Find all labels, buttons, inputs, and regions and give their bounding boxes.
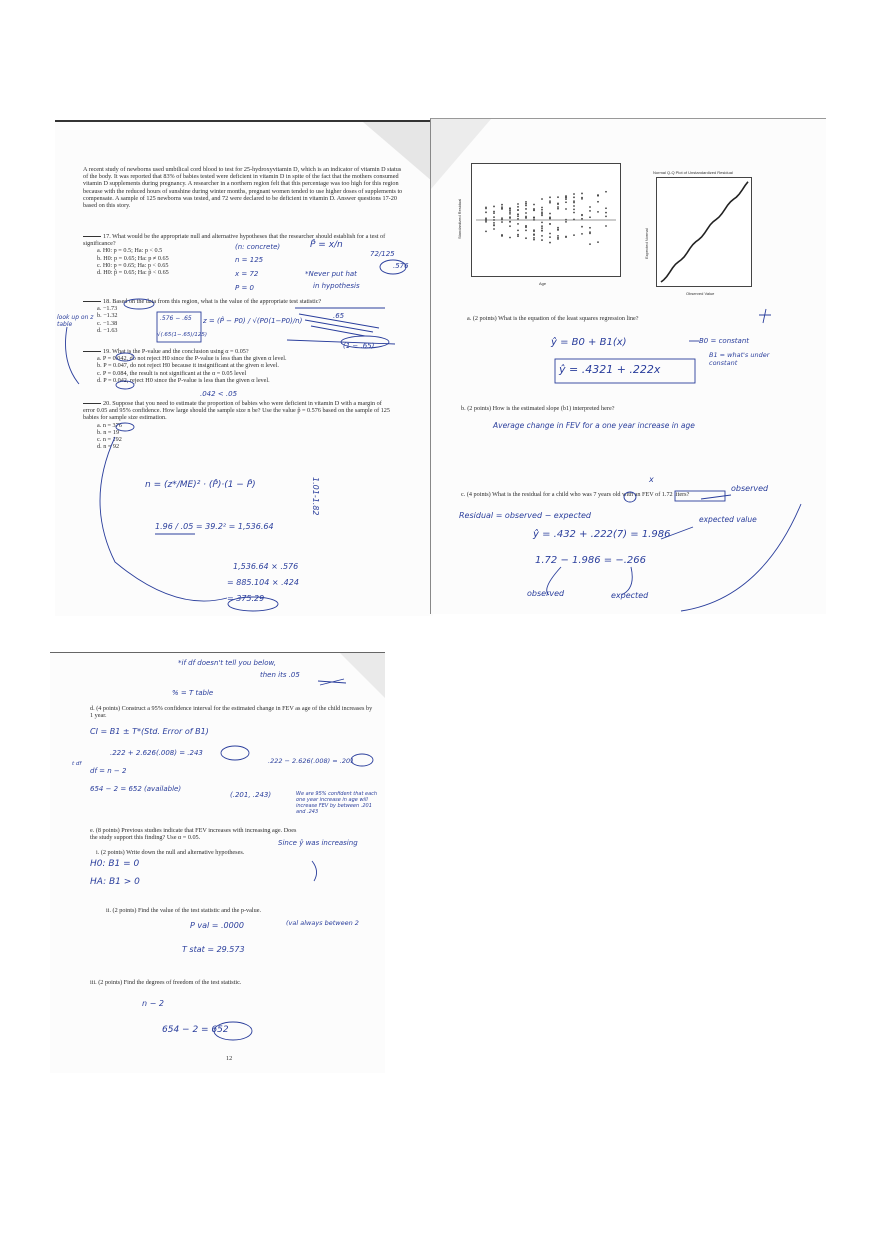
hw-circle-576 <box>380 260 406 274</box>
scatter-ylabel: Standardized Residual <box>457 198 462 239</box>
hw-circle-q19a <box>116 353 134 361</box>
q20-option-b: b. n = 19 <box>97 428 120 436</box>
hw-since: Since ŷ was increasing <box>278 839 358 847</box>
hw-phat-val: .576 <box>393 262 409 270</box>
hw-mark-top <box>759 309 771 323</box>
question-e-iii: iii. (2 points) Find the degrees of freedom of the test statistic. <box>90 979 242 986</box>
hw-look-up: look up on z table <box>57 314 94 328</box>
hw-z-div: 1.96 / .05 = 39.2² = 1,536.64 <box>155 522 274 531</box>
question-a: a. (2 points) What is the equation of the least squares regression line? <box>467 315 639 322</box>
q20-option-d: d. n = 92 <box>97 443 120 451</box>
question-e: e. (8 points) Previous studies indicate that FEV increases with increasing age. Does the study support this finding? Use α = 0.05. <box>90 827 297 842</box>
hw-circle-upper <box>221 746 249 760</box>
question-b: b. (2 points) How is the estimated slope (b1) interpreted here? <box>461 405 615 412</box>
hw-curve-right <box>681 504 801 611</box>
hw-tstat: T stat = 29.573 <box>182 945 245 954</box>
hw-scribble-top <box>318 679 346 685</box>
hw-df: df = n − 2 <box>90 767 127 775</box>
hw-circle-7 <box>624 492 636 502</box>
hw-n-eq: n = 125 <box>235 256 264 264</box>
hw-circle-df <box>214 1022 252 1040</box>
hw-box-zcalc <box>157 312 201 342</box>
q18-option-b: b. −1.32 <box>97 312 118 320</box>
hw-n-formula: n = (z*/ME)² · (P̂)·(1 − P̂) <box>145 480 256 490</box>
hw-resid-calc: 1.72 − 1.986 = −.266 <box>535 555 647 566</box>
worksheet-page-left <box>55 120 433 616</box>
hw-circle-result <box>228 597 278 611</box>
hw-bracket <box>312 861 317 881</box>
hw-ha: HA: B1 > 0 <box>90 877 140 887</box>
hw-arrow-bottom <box>100 437 227 601</box>
hw-circle-q20a <box>116 423 134 431</box>
q20-option-c: c. n = 192 <box>97 436 122 444</box>
hw-conclusion: We are 95% confident that each one year increase in age will increase FEV by between .201 and .243 <box>296 791 378 815</box>
question-d: d. (4 points) Construct a 95% confidence interval for the estimated change in FEV as age of the child increases by 1 year. <box>90 705 373 720</box>
q19-stem: 19. What is the P-value and the conclusion using α = 0.05? <box>103 348 249 355</box>
q19-option-d: d. P = 0.042, reject H0 since the P-value is less than the given α level. <box>97 376 270 384</box>
hw-step2: = 885.104 × .424 <box>227 578 299 587</box>
hw-arrow-expected <box>661 527 693 539</box>
hw-expected-value: expected value <box>699 515 757 524</box>
hw-lbl-expected: expected <box>611 591 649 600</box>
q17-option-d: d. H0: p̂ = 0.65; Ha: p̂ < 0.65 <box>97 269 169 277</box>
hw-ans-665: (1 − .65) <box>343 342 375 350</box>
q17-option-a: a. H0: p = 0.5; Ha: p < 0.5 <box>97 247 163 255</box>
hw-top2: then its .05 <box>260 671 300 679</box>
qq-xlabel: Observed Value <box>686 291 715 296</box>
q18-stem: 18. Based on the data from this region, what is the value of the appropriate test statistic? <box>103 298 322 305</box>
hw-p-lt: .042 < .05 <box>200 390 238 398</box>
hw-b1-note: B1 = what's under constant <box>709 351 770 367</box>
hw-df-ans: 654 − 2 = 652 <box>162 1025 229 1035</box>
hw-interval: (.201, .243) <box>230 791 272 799</box>
hw-n-concrete: (n: concrete) <box>235 243 281 251</box>
hw-box-fit <box>555 359 695 383</box>
hw-arrow-observed <box>701 495 731 499</box>
hw-strokes-bottom <box>50 653 385 1073</box>
hw-x-mark: x <box>649 475 654 484</box>
q20-option-a: a. n = 376 <box>97 421 122 429</box>
hw-top1: *if df doesn't tell you below, <box>178 659 277 667</box>
hw-strokes-left <box>55 122 433 616</box>
question-e-ii: ii. (2 points) Find the value of the test statistic and the p-value. <box>106 907 261 914</box>
hw-z-calc-num: .576 − .65 <box>160 315 192 322</box>
hw-pointer-labels <box>547 567 633 595</box>
hw-strokes-right <box>431 119 826 614</box>
q19-option-c: c. P = 0.084, the result is not significant at the α = 0.05 level <box>97 369 247 377</box>
q18-option-c: c. −1.38 <box>97 319 118 327</box>
hw-b0-note: B0 = constant <box>699 337 750 345</box>
question-c: c. (4 points) What is the residual for a child who was 7 years old with an FEV of 1.72 liters? <box>461 491 690 498</box>
q19-option-a: a. P = 0.042, do not reject H0 since the P-value is less than the given α level. <box>97 355 287 363</box>
hw-yhat-7: ŷ = .432 + .222(7) = 1.986 <box>533 529 671 540</box>
hw-p0: P = 0 <box>235 284 254 292</box>
q17-option-b: b. H0: p = 0.65; Ha: p ≠ 0.65 <box>97 254 169 262</box>
hw-observed-top: observed <box>731 484 769 493</box>
page-number: 12 <box>226 1055 233 1062</box>
hw-phat-formula: P̂ = x/n <box>310 240 343 250</box>
q17-option-c: c. H0: p = 0.65; Ha: p < 0.65 <box>97 261 169 269</box>
hw-step3: = 375.29 <box>227 594 265 603</box>
q18-option-a: a. −1.73 <box>97 305 118 313</box>
q19-option-b: b. P = 0.047, do not reject H0 because it insignificant at the given α level. <box>97 362 279 370</box>
worksheet-page-right <box>430 118 826 614</box>
hw-step1: 1,536.64 × .576 <box>233 562 299 571</box>
qq-ylabel: Expected Normal <box>644 228 649 259</box>
hw-x-eq: x = 72 <box>235 270 259 278</box>
q17-stem: 17. What would be the appropriate null and alternative hypotheses that the researcher should establish for a test of significance? <box>83 233 386 248</box>
hw-nminus2: n − 2 <box>142 999 164 1008</box>
intro-paragraph: A recent study of newborns used umbilical cord blood to test for 25-hydroxyvitamin D, which is an indicator of vitamin D status of the body. It was reported that 83% of babies tested were deficient in vitamin D in spite of the fact that the mothers consumed vitamin D supplements during pregnancy. A researcher in a northern region felt that this percentage was too high for this region because with the reduced hours of sunshine during winter months, pregnant women tended to use higher doses of supplements to compensate. A sample of 125 newborns was tested, and 72 were declared to be deficient in vitamin D. Answer questions 17-20 based on this story. <box>83 166 403 210</box>
hw-h0: H0: B1 = 0 <box>90 859 140 869</box>
hw-ci-lower: .222 − 2.626(.008) = .201 <box>268 757 355 765</box>
worksheet-page-bottom <box>50 652 385 1073</box>
scatter-xlabel: Age <box>539 281 547 286</box>
hw-ans-065: .65 <box>333 312 345 320</box>
hw-ci-upper: .222 + 2.626(.008) = .243 <box>110 749 203 757</box>
hw-circle-q19d <box>116 381 134 389</box>
hw-circle-q18a <box>124 299 154 309</box>
hw-df-calc: 654 − 2 = 652 (available) <box>90 785 182 793</box>
hw-ci-formula: CI = B1 ± T*(Std. Error of B1) <box>90 727 209 736</box>
hw-arrow-left <box>66 327 80 384</box>
hw-tdf-label: t df <box>72 761 82 767</box>
hw-pval-note: (val always between 2 <box>286 919 359 927</box>
hw-scribble-lines <box>287 308 395 344</box>
hw-yhat-fit: ŷ = .4321 + .222x <box>559 363 661 376</box>
hw-circle-lower <box>351 754 373 766</box>
hw-frac: 72/125 <box>370 250 395 258</box>
q18-option-d: d. −1.63 <box>97 326 118 334</box>
hw-slope-interp: Average change in FEV for a one year increase in age <box>493 421 695 430</box>
qq-title: Normal Q-Q Plot of Unstandardized Residual <box>653 170 733 175</box>
hw-t-table: % = T table <box>172 689 214 697</box>
hw-yhat-general: ŷ = B0 + B1(x) <box>551 337 627 348</box>
hw-in-hyp: in hypothesis <box>313 282 360 290</box>
hw-box-fev <box>675 491 725 501</box>
question-e-i: i. (2 points) Write down the null and alternative hypotheses. <box>96 849 245 856</box>
hw-never-put: *Never put hat <box>305 270 357 278</box>
q20-stem: 20. Suppose that you need to estimate the proportion of babies who were deficient in vitamin D with a margin of error 0.05 and 95% confidence. How large should the sample size n be? Use the value p̂ = 0.576 based on the sample of 125 babies for sample size estimation. <box>83 400 390 422</box>
hw-side-note: 1.01-1.82 <box>311 477 320 516</box>
hw-pval: P val = .0000 <box>190 921 244 930</box>
hw-z-calc-den: √(.65(1−.65)/125) <box>157 332 208 338</box>
hw-residual-def: Residual = observed − expected <box>459 511 591 520</box>
hw-z-formula: z = (P̂ − P0) / √(P0(1−P0)/n) <box>203 317 303 325</box>
hw-lbl-observed: observed <box>527 589 565 598</box>
